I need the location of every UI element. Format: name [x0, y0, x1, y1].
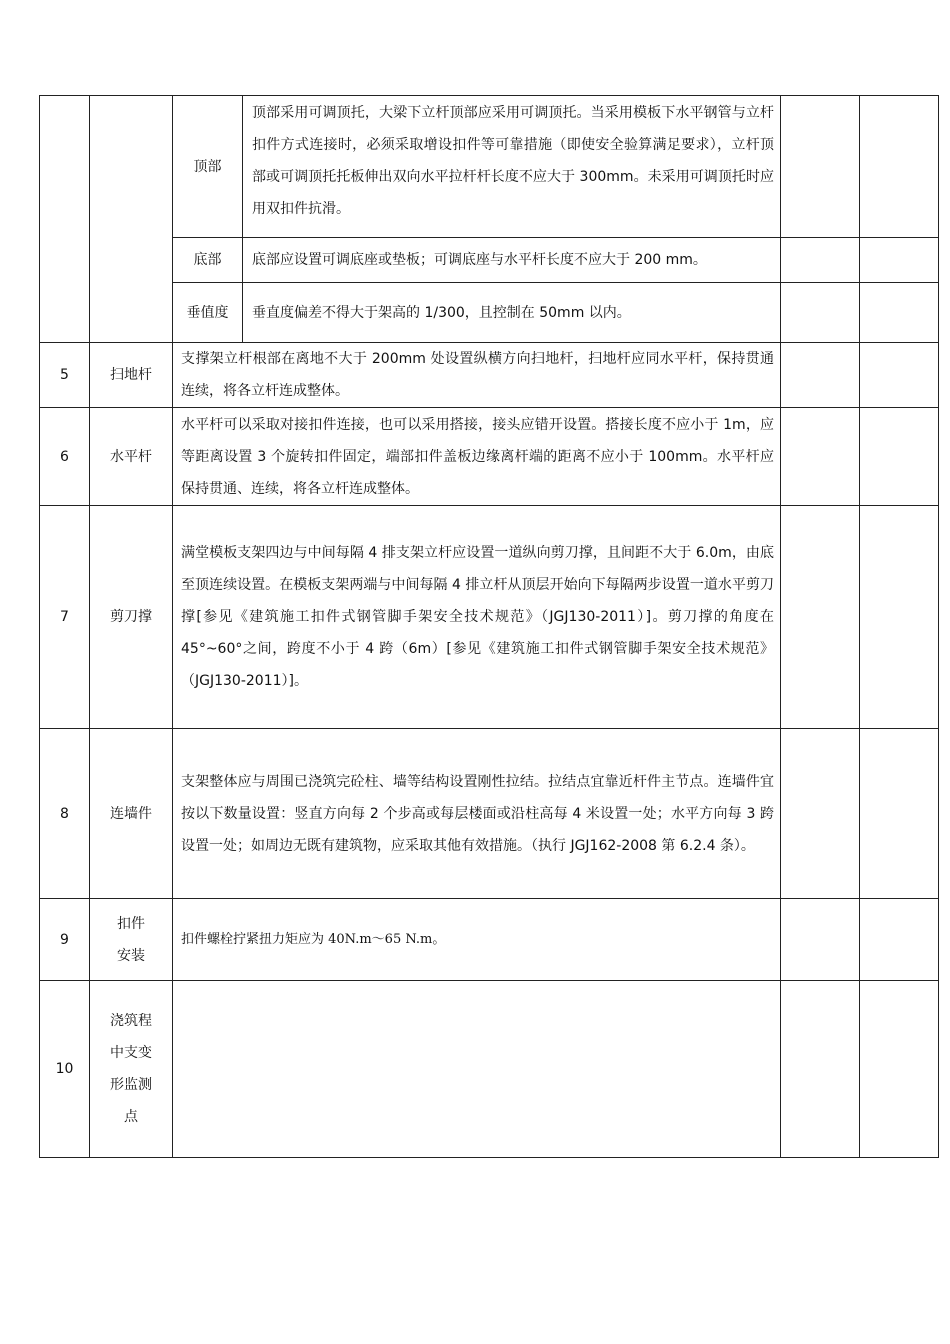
row-number-cell [40, 96, 90, 343]
item-label: 扫地杆 [90, 343, 173, 408]
result-cell [860, 729, 939, 899]
table-row [40, 408, 939, 506]
row-number: 9 [40, 899, 90, 981]
item-label-line: 扣件 [117, 915, 145, 932]
check-cell [781, 408, 860, 506]
item-cell [90, 96, 173, 343]
check-cell [781, 343, 860, 408]
item-label-line: 点 [124, 1109, 138, 1125]
table-row [40, 343, 939, 408]
requirement-text: 水平杆可以采取对接扣件连接，也可以采用搭接，接头应错开设置。搭接长度不应小于 1m，应等距离设置 3 个旋转扣件固定，端部扣件盖板边缘离杆端的距离不应小于 100mm。水平杆应保持贯通、连续，将各立杆连成整体。 [173, 408, 781, 506]
requirement-text: 垂直度偏差不得大于架高的 1/300，且控制在 50mm 以内。 [243, 283, 781, 343]
row-number: 7 [40, 506, 90, 729]
result-cell [860, 408, 939, 506]
result-cell [860, 96, 939, 238]
result-cell [860, 899, 939, 981]
table-row [40, 729, 939, 899]
item-label [90, 899, 173, 981]
item-label-line: 形监测 [110, 1077, 152, 1093]
item-label-line: 浇筑程 [110, 1013, 152, 1029]
result-cell [860, 238, 939, 283]
table-row [40, 981, 939, 1158]
inspection-table [39, 95, 939, 1158]
requirement-text: 扣件螺栓拧紧扭力矩应为 40N.m～65 N.m。 [173, 899, 781, 981]
item-label-line: 安装 [117, 947, 145, 964]
table-row [40, 506, 939, 729]
row-number: 5 [40, 343, 90, 408]
check-cell [781, 729, 860, 899]
item-label: 剪刀撑 [90, 506, 173, 729]
item-label [90, 981, 173, 1158]
row-number: 10 [40, 981, 90, 1158]
table-row [40, 96, 939, 238]
requirement-text: 支撑架立杆根部在离地不大于 200mm 处设置纵横方向扫地杆，扫地杆应同水平杆，保持贯通连续，将各立杆连成整体。 [173, 343, 781, 408]
requirement-text: 支架整体应与周围已浇筑完砼柱、墙等结构设置刚性拉结。拉结点宜靠近杆件主节点。连墙件宜按以下数量设置：竖直方向每 2 个步高或每层楼面或沿柱高每 4 米设置一处；水平方向每 3 跨设置一处；如周边无既有建筑物，应采取其他有效措施。（执行 JGJ162-2008 第 6.2.4 条）。 [173, 729, 781, 899]
requirement-text: 底部应设置可调底座或垫板；可调底座与水平杆长度不应大于 200 mm。 [243, 238, 781, 283]
row-number: 8 [40, 729, 90, 899]
result-cell [860, 283, 939, 343]
sub-item-label: 顶部 [173, 96, 243, 238]
sub-item-label: 底部 [173, 238, 243, 283]
result-cell [860, 981, 939, 1158]
check-cell [781, 899, 860, 981]
table-row [40, 238, 939, 283]
item-label: 水平杆 [90, 408, 173, 506]
requirement-text: 顶部采用可调顶托，大梁下立杆顶部应采用可调顶托。当采用模板下水平钢管与立杆扣件方式连接时，必须采取增设扣件等可靠措施（即使安全验算满足要求），立杆顶部或可调顶托托板伸出双向水平拉杆杆长度不应大于 300mm。未采用可调顶托时应用双扣件抗滑。 [243, 96, 781, 238]
result-cell [860, 343, 939, 408]
check-cell [781, 981, 860, 1158]
table-row [40, 283, 939, 343]
requirement-text [173, 981, 781, 1158]
item-label-line: 中支变 [110, 1045, 152, 1061]
requirement-text: 满堂模板支架四边与中间每隔 4 排支架立杆应设置一道纵向剪刀撑，且间距不大于 6.0m，由底至顶连续设置。在模板支架两端与中间每隔 4 排立杆从顶层开始向下每隔两步设置一道水平剪刀撑[参见《建筑施工扣件式钢管脚手架安全技术规范》（JGJ130-2011）]。剪刀撑的角度在 45°~60°之间，跨度不小于 4 跨（6m）[参见《建筑施工扣件式钢管脚手架安全技术规范》（JGJ130-2011）]。 [173, 506, 781, 729]
item-label: 连墙件 [90, 729, 173, 899]
check-cell [781, 96, 860, 238]
result-cell [860, 506, 939, 729]
row-number: 6 [40, 408, 90, 506]
check-cell [781, 283, 860, 343]
sub-item-label: 垂值度 [173, 283, 243, 343]
check-cell [781, 506, 860, 729]
table-row [40, 899, 939, 981]
check-cell [781, 238, 860, 283]
